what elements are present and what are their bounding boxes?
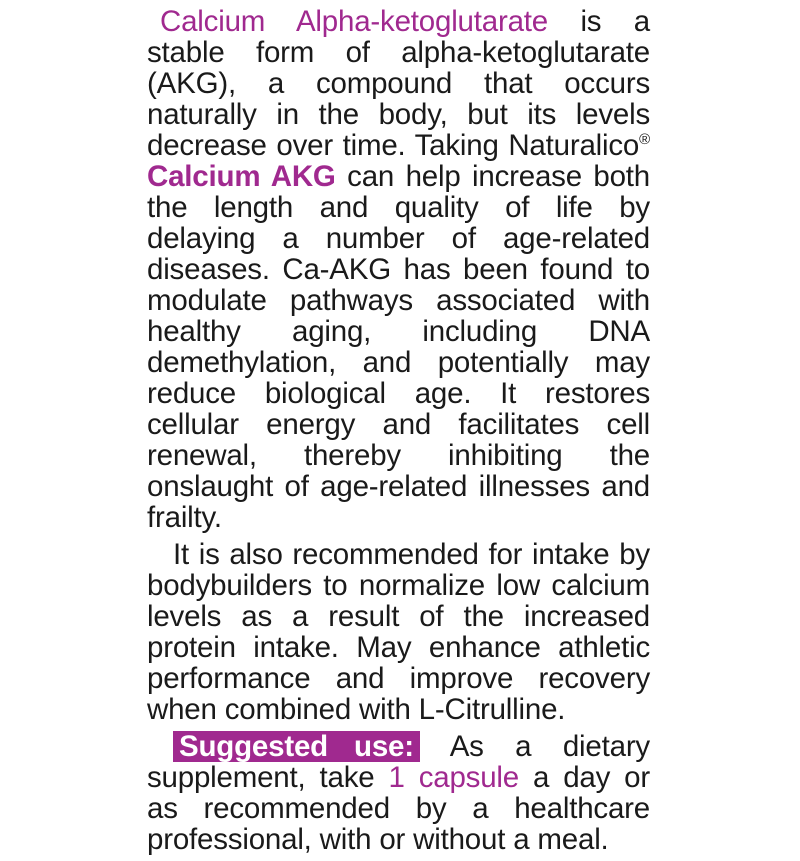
bodybuilders-paragraph <box>147 539 650 725</box>
intro-text-a: is a stable form of alpha-ketoglutarate (AKG), a compound that occurs naturally in the body, but its levels decrease over time. Taking Naturalico <box>147 5 650 162</box>
bodybuilders-text: It is also recommended for intake by bodybuilders to normalize low calcium levels as a result of the increased protein intake. May enhance athletic performance and improve recovery when combined with L-Citrulline. <box>147 538 650 726</box>
intro-text-b: can help increase both the length and quality of life by delaying a number of age-related diseases. Ca-AKG has been found to modulate pathways associated with healthy aging, including DNA demethylation, and potentially may reduce biological age. It restores cellular energy and facilitates cell renewal, thereby inhibiting the onslaught of age-related illnesses and frailty. <box>147 160 650 534</box>
ingredient-name: Calcium Alpha-ketoglutarate <box>160 5 548 38</box>
product-description <box>147 6 650 861</box>
suggested-use-text-b: a day or as recommended by a healthcare professional, with or without a meal. <box>147 761 650 856</box>
intro-paragraph <box>147 6 650 533</box>
product-name: Calcium AKG <box>147 160 336 193</box>
dose-amount: 1 capsule <box>388 761 519 794</box>
registered-mark: ® <box>639 131 650 149</box>
suggested-use-label: Suggested use: <box>173 731 420 762</box>
suggested-use-paragraph <box>147 731 650 855</box>
suggested-use-text-a: As a dietary supplement, take <box>147 730 650 794</box>
